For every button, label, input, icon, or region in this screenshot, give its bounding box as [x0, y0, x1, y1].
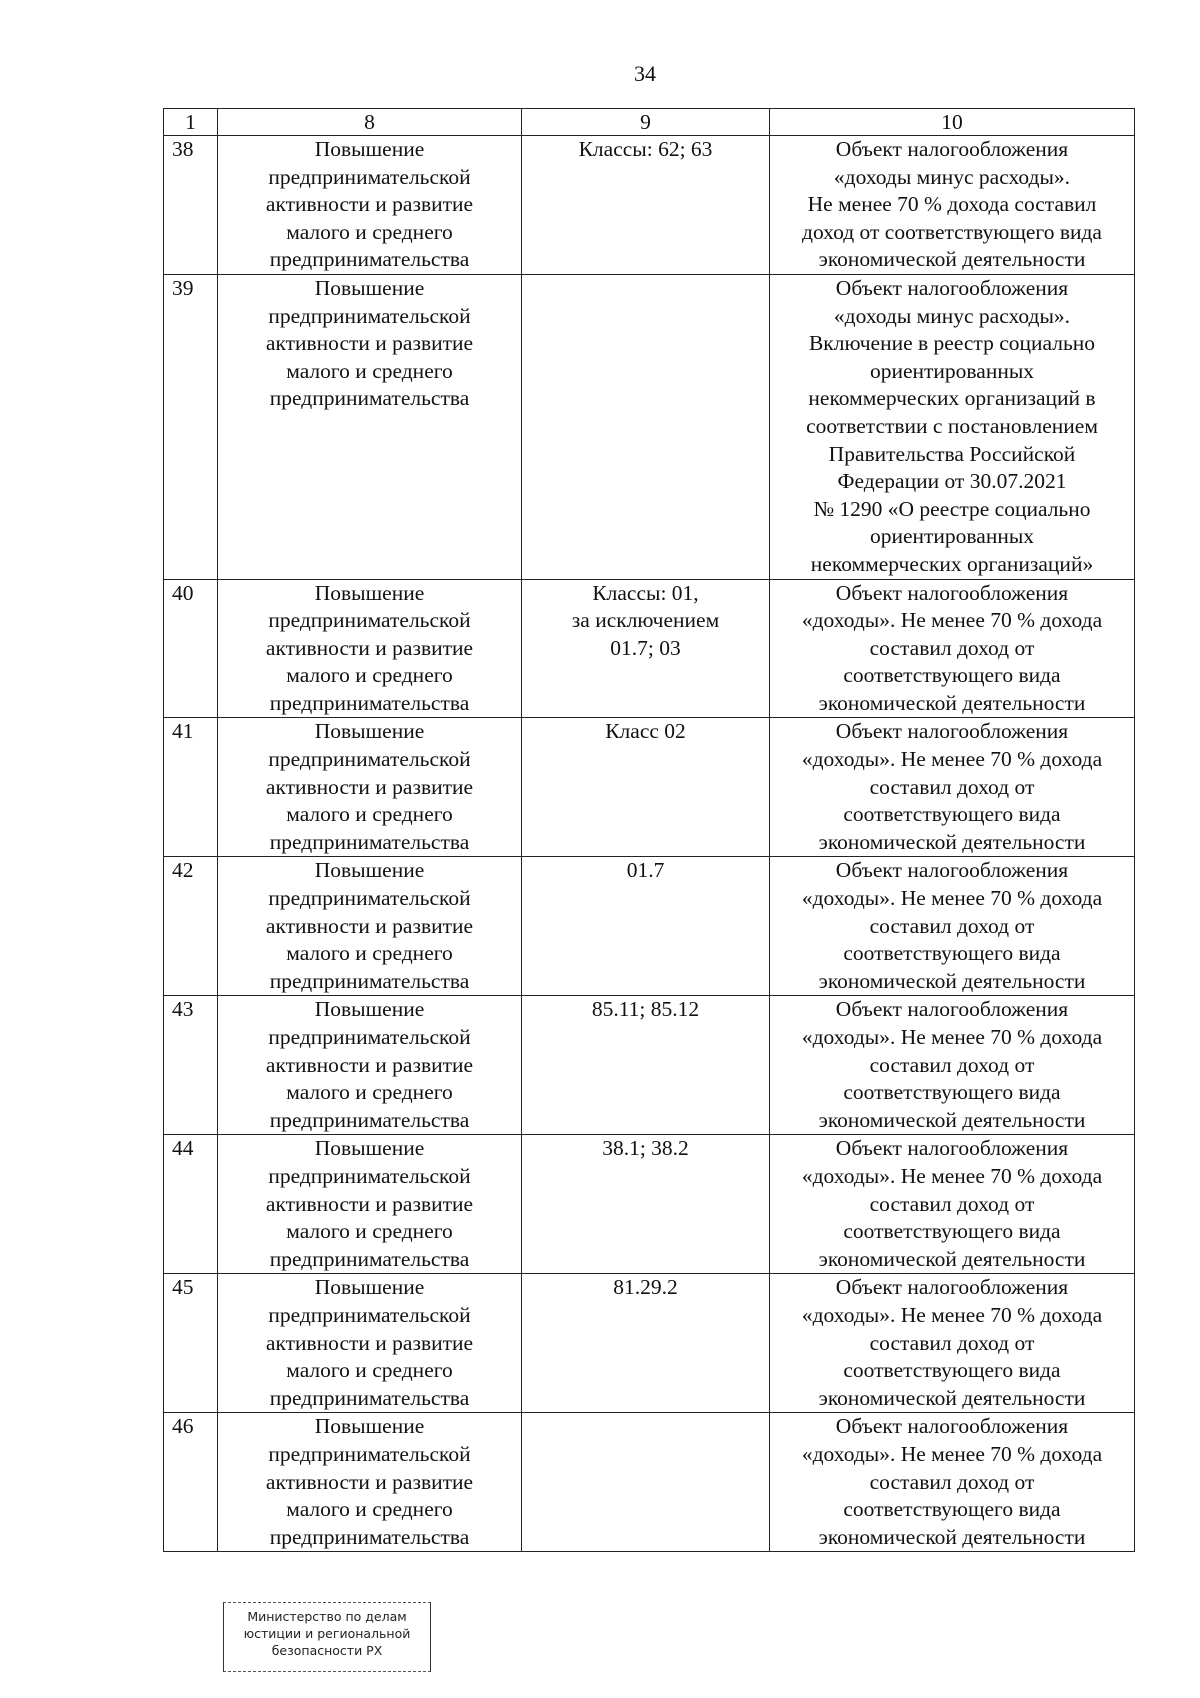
- ministry-stamp: [223, 1602, 431, 1672]
- condition-cell: Объект налогообложения «доходы». Не менее 70 % дохода составил доход от соответствующего вида экономической деятельности: [770, 579, 1135, 718]
- row-number: 40: [164, 579, 218, 718]
- condition-cell: Объект налогообложения «доходы минус расходы». Не менее 70 % дохода составил доход от соответствующего вида экономической деятельности: [770, 136, 1135, 275]
- row-number: 39: [164, 274, 218, 579]
- column-header-9: 9: [522, 109, 770, 136]
- column-header-1: 1: [164, 109, 218, 136]
- table-header-row: [164, 109, 1135, 136]
- codes-cell: 85.11; 85.12: [522, 996, 770, 1135]
- codes-cell: Класс 02: [522, 718, 770, 857]
- codes-cell: 01.7: [522, 857, 770, 996]
- stamp-line: Министерство по делам: [247, 1609, 407, 1624]
- condition-cell: Объект налогообложения «доходы минус расходы». Включение в реестр социально ориентированных некоммерческих организаций в соответствии с постановлением Правительства Российской Федерации от 30.07.2021 № 1290 «О реестре социально ориентированных некоммерческих организаций»: [770, 274, 1135, 579]
- codes-cell: [522, 274, 770, 579]
- page-number: 34: [634, 61, 656, 86]
- codes-cell: [522, 1413, 770, 1552]
- condition-cell: Объект налогообложения «доходы». Не менее 70 % дохода составил доход от соответствующего вида экономической деятельности: [770, 857, 1135, 996]
- codes-cell: Классы: 62; 63: [522, 136, 770, 275]
- condition-cell: Объект налогообложения «доходы». Не менее 70 % дохода составил доход от соответствующего вида экономической деятельности: [770, 718, 1135, 857]
- table-row: [164, 996, 1135, 1135]
- table-row: [164, 136, 1135, 275]
- codes-cell: Классы: 01, за исключением 01.7; 03: [522, 579, 770, 718]
- condition-cell: Объект налогообложения «доходы». Не менее 70 % дохода составил доход от соответствующего вида экономической деятельности: [770, 996, 1135, 1135]
- table-row: [164, 274, 1135, 579]
- stamp-line: безопасности РХ: [271, 1643, 383, 1658]
- condition-cell: Объект налогообложения «доходы». Не менее 70 % дохода составил доход от соответствующего вида экономической деятельности: [770, 1274, 1135, 1413]
- table-row: [164, 1135, 1135, 1274]
- activity-cell: Повышение предпринимательской активности и развитие малого и среднего предпринимательства: [218, 274, 522, 579]
- table-row: [164, 1413, 1135, 1552]
- activity-cell: Повышение предпринимательской активности и развитие малого и среднего предпринимательства: [218, 1274, 522, 1413]
- row-number: 43: [164, 996, 218, 1135]
- activity-cell: Повышение предпринимательской активности и развитие малого и среднего предпринимательства: [218, 1135, 522, 1274]
- codes-cell: 38.1; 38.2: [522, 1135, 770, 1274]
- column-header-8: 8: [218, 109, 522, 136]
- activity-cell: Повышение предпринимательской активности и развитие малого и среднего предпринимательства: [218, 857, 522, 996]
- row-number: 46: [164, 1413, 218, 1552]
- activity-cell: Повышение предпринимательской активности и развитие малого и среднего предпринимательства: [218, 996, 522, 1135]
- row-number: 44: [164, 1135, 218, 1274]
- row-number: 38: [164, 136, 218, 275]
- stamp-line: юстиции и региональной: [243, 1626, 411, 1641]
- condition-cell: Объект налогообложения «доходы». Не менее 70 % дохода составил доход от соответствующего вида экономической деятельности: [770, 1135, 1135, 1274]
- activity-cell: Повышение предпринимательской активности и развитие малого и среднего предпринимательства: [218, 579, 522, 718]
- table-row: [164, 1274, 1135, 1413]
- codes-cell: 81.29.2: [522, 1274, 770, 1413]
- activity-cell: Повышение предпринимательской активности и развитие малого и среднего предпринимательства: [218, 718, 522, 857]
- row-number: 45: [164, 1274, 218, 1413]
- condition-cell: Объект налогообложения «доходы». Не менее 70 % дохода составил доход от соответствующего вида экономической деятельности: [770, 1413, 1135, 1552]
- activity-cell: Повышение предпринимательской активности и развитие малого и среднего предпринимательства: [218, 1413, 522, 1552]
- row-number: 41: [164, 718, 218, 857]
- column-header-10: 10: [770, 109, 1135, 136]
- table-row: [164, 579, 1135, 718]
- row-number: 42: [164, 857, 218, 996]
- activity-cell: Повышение предпринимательской активности и развитие малого и среднего предпринимательства: [218, 136, 522, 275]
- table-row: [164, 857, 1135, 996]
- table-row: [164, 718, 1135, 857]
- document-table: [163, 108, 1135, 1552]
